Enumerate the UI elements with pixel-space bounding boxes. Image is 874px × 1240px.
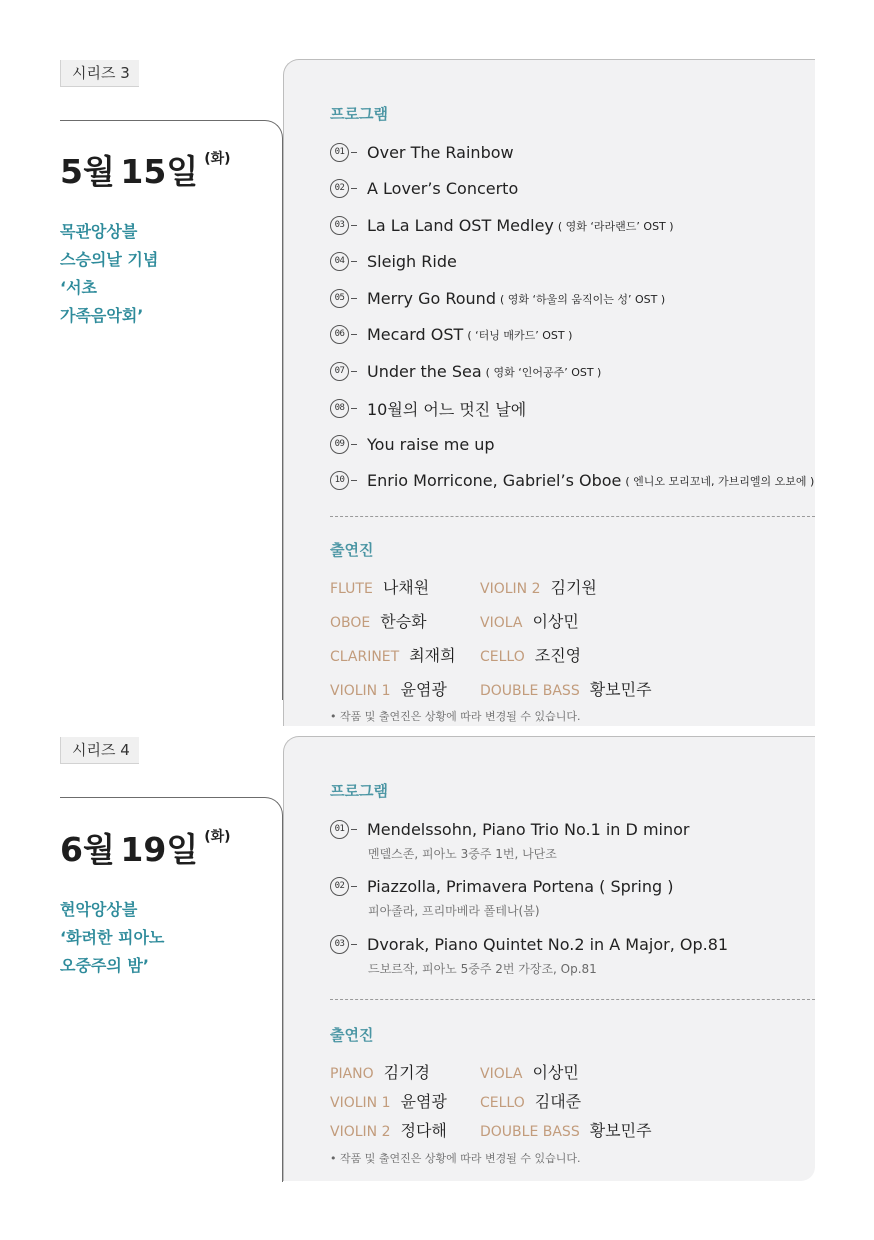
program-item: [330, 142, 514, 162]
program-item-subtitle: 멘델스존, 피아노 3중주 1번, 나단조: [368, 847, 557, 861]
series-4-panel: [283, 736, 815, 1181]
program-item-title: You raise me up: [367, 435, 495, 454]
program-item-title: Merry Go Round: [367, 289, 496, 308]
footnote: • 작품 및 출연진은 상황에 따라 변경될 수 있습니다.: [330, 1152, 581, 1165]
number-circle-icon: 01: [330, 820, 349, 839]
series-3-date: [60, 146, 231, 193]
number-circle-icon: 03: [330, 935, 349, 954]
performer-instrument: FLUTE: [330, 581, 373, 597]
performer: [330, 1060, 430, 1083]
program-item-note: ( 영화 ‘라라랜드’ OST ): [557, 219, 674, 233]
performer: [480, 1089, 581, 1112]
program-item: [330, 470, 814, 490]
performer: [480, 1118, 652, 1141]
performer: [330, 575, 429, 598]
performer-instrument: DOUBLE BASS: [480, 683, 580, 699]
performer-name: 황보민주: [589, 1121, 652, 1140]
program-title: 프로그램: [330, 782, 388, 800]
performer: [330, 1118, 447, 1141]
program-item: [330, 434, 495, 454]
number-circle-icon: 06: [330, 325, 349, 344]
series-3-date-card: [60, 120, 283, 700]
number-circle-icon: 02: [330, 877, 349, 896]
performer: [480, 609, 579, 632]
performer-instrument: VIOLA: [480, 615, 523, 631]
number-circle-icon: 02: [330, 179, 349, 198]
ensemble-line: 현악앙상블: [60, 900, 138, 919]
program-item-title: Mendelssohn, Piano Trio No.1 in D minor: [367, 820, 690, 839]
ensemble-line: 오중주의 밤’: [60, 956, 149, 975]
program-item-title: Sleigh Ride: [367, 252, 457, 271]
ensemble-line: ‘서초: [60, 278, 97, 297]
number-circle-icon: 07: [330, 362, 349, 381]
performer-instrument: CLARINET: [330, 649, 400, 665]
program-item: [330, 819, 689, 839]
performer-name: 김대준: [534, 1092, 582, 1111]
performer-instrument: VIOLIN 2: [330, 1124, 391, 1140]
performer-name: 김기경: [383, 1063, 431, 1082]
ensemble-line: 목관앙상블: [60, 222, 138, 241]
program-item-title: Dvorak, Piano Quintet No.2 in A Major, Op.81: [367, 935, 729, 954]
program-item: [330, 876, 673, 896]
series-3-ensemble: [60, 218, 158, 330]
performer-instrument: CELLO: [480, 1095, 525, 1111]
performer: [330, 609, 427, 632]
program-item-title: Over The Rainbow: [367, 143, 514, 162]
number-circle-icon: 01: [330, 143, 349, 162]
program-item-title: La La Land OST Medley: [367, 216, 554, 235]
program-item-title: Mecard OST: [367, 325, 464, 344]
program-item-note: ( ‘터닝 매카드’ OST ): [467, 328, 573, 342]
performer: [330, 677, 447, 700]
performer: [330, 1089, 447, 1112]
program-item: [330, 361, 601, 381]
performer-instrument: VIOLIN 1: [330, 683, 391, 699]
number-circle-icon: 08: [330, 399, 349, 418]
program-item: [330, 288, 665, 308]
series-3-month: 5월: [60, 152, 115, 191]
series-4-tag: 시리즈 4: [60, 737, 139, 764]
number-circle-icon: 03: [330, 216, 349, 235]
performer-name: 나채원: [382, 578, 430, 597]
number-circle-icon: 10: [330, 471, 349, 490]
program-item-title: A Lover’s Concerto: [367, 179, 519, 198]
performers-title: 출연진: [330, 1026, 374, 1044]
program-item: [330, 215, 674, 235]
footnote: • 작품 및 출연진은 상황에 따라 변경될 수 있습니다.: [330, 710, 581, 723]
program-item-title: Under the Sea: [367, 362, 482, 381]
performers-title: 출연진: [330, 541, 374, 559]
performer-instrument: VIOLIN 1: [330, 1095, 391, 1111]
performer-instrument: VIOLA: [480, 1066, 523, 1082]
performer-instrument: CELLO: [480, 649, 525, 665]
program-item-title: 10월의 어느 멋진 날에: [367, 400, 527, 419]
program-title: 프로그램: [330, 105, 388, 123]
program-item: [330, 324, 572, 344]
series-3-panel: [283, 59, 815, 726]
performer-instrument: OBOE: [330, 615, 371, 631]
performer: [480, 677, 652, 700]
program-item-title: Piazzolla, Primavera Portena ( Spring ): [367, 877, 674, 896]
program-item-note: ( 영화 ‘인어공주’ OST ): [485, 365, 602, 379]
performer-instrument: PIANO: [330, 1066, 374, 1082]
program-item: [330, 178, 518, 198]
series-4-weekday: (화): [204, 829, 231, 845]
series-3-day: 15일: [120, 152, 199, 191]
ensemble-line: 스승의날 기념: [60, 250, 159, 269]
performer-name: 윤염광: [400, 1092, 447, 1111]
performer-name: 조진영: [534, 646, 582, 665]
series-4-month: 6월: [60, 830, 115, 869]
program-item-note: ( 영화 ‘하울의 움직이는 성’ OST ): [499, 292, 666, 306]
program-item-title: Enrio Morricone, Gabriel’s Oboe: [367, 471, 622, 490]
series-3-weekday: (화): [204, 151, 231, 167]
program-item-subtitle: 드보르작, 피아노 5중주 2번 가장조, Op.81: [368, 962, 597, 976]
performer-name: 윤염광: [400, 680, 447, 699]
performer-name: 정다해: [400, 1121, 447, 1140]
program-item-subtitle: 피아졸라, 프리마베라 폴테나(봄): [368, 904, 540, 918]
number-circle-icon: 05: [330, 289, 349, 308]
performer: [480, 1060, 579, 1083]
performer-name: 이상민: [532, 1063, 579, 1082]
series-3-tag: 시리즈 3: [60, 60, 139, 87]
program-item: [330, 251, 457, 271]
program-item: [330, 397, 526, 420]
performer-name: 이상민: [532, 612, 579, 631]
section-divider: [330, 999, 815, 1000]
program-item-note: ( 엔니오 모리꼬네, 가브리엘의 오보에 ): [625, 474, 815, 488]
performer-name: 김기원: [550, 578, 597, 597]
performer-name: 황보민주: [589, 680, 652, 699]
series-4-day: 19일: [120, 830, 199, 869]
ensemble-line: 가족음악회’: [60, 306, 144, 325]
ensemble-line: ‘화려한 피아노: [60, 928, 165, 947]
section-divider: [330, 516, 815, 517]
performer-instrument: VIOLIN 2: [480, 581, 541, 597]
series-4-ensemble: [60, 896, 164, 980]
performer: [480, 643, 581, 666]
performer-name: 한승화: [380, 612, 427, 631]
performer: [480, 575, 597, 598]
series-4-date: [60, 824, 231, 871]
performer: [330, 643, 456, 666]
number-circle-icon: 04: [330, 252, 349, 271]
performer-name: 최재희: [409, 646, 456, 665]
number-circle-icon: 09: [330, 435, 349, 454]
performer-instrument: DOUBLE BASS: [480, 1124, 580, 1140]
program-item: [330, 934, 728, 954]
